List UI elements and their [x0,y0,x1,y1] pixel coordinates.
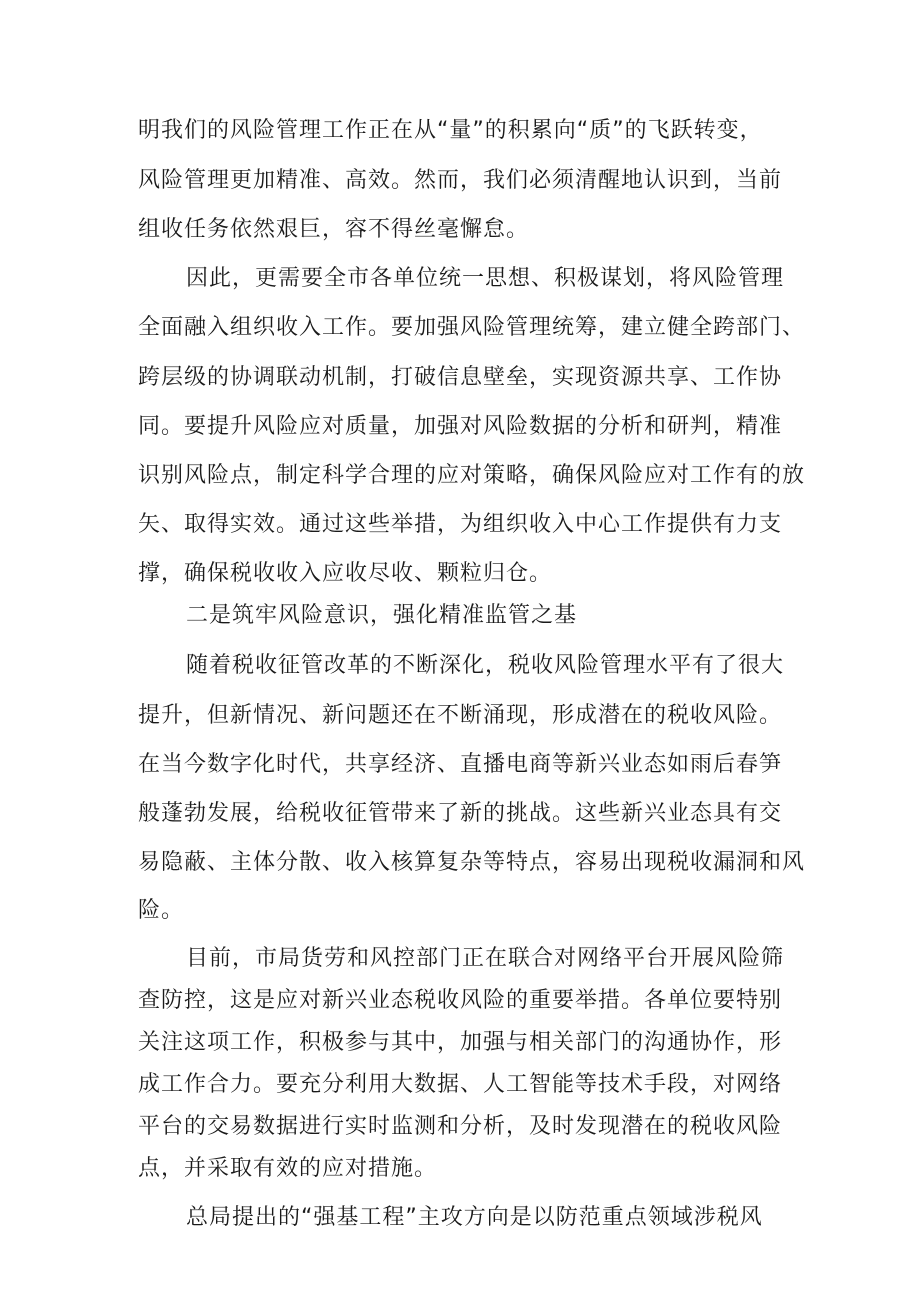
text-line: 风险管理更加精准、高效。然而，我们必须清醒地认识到，当前 [138,168,783,193]
text-line: 矢、取得实效。通过这些举措，为组织收入中心工作提供有力支 [138,512,783,537]
text-line: 组收任务依然艰巨，容不得丝毫懈怠。 [138,217,530,242]
text-line: 点，并采取有效的应对措施。 [138,1156,438,1181]
text-line: 全面融入组织收入工作。要加强风险管理统筹，建立健全跨部门、 [138,315,806,340]
text-line: 提升，但新情况、新问题还在不断涌现，形成潜在的税收风险。 [138,703,783,728]
text-line: 成工作合力。要充分利用大数据、人工智能等技术手段，对网络 [138,1072,783,1097]
text-line: 识别风险点，制定科学合理的应对策略，确保风险应对工作有的放 [138,463,806,488]
text-line: 查防控，这是应对新兴业态税收风险的重要举措。各单位要特别 [138,988,783,1013]
text-line: 同。要提升风险应对质量，加强对风险数据的分析和研判，精准 [138,414,783,439]
text-line: 般蓬勃发展，给税收征管带来了新的挑战。这些新兴业态具有交 [138,801,783,826]
text-line: 险。 [138,898,185,923]
paragraph-start-line: 随着税收征管改革的不断深化，税收风险管理水平有了很大 [186,653,785,678]
paragraph-start-line: 因此，更需要全市各单位统一思想、积极谋划，将风险管理 [186,266,785,291]
section-heading: 二是筑牢风险意识，强化精准监管之基 [186,603,578,628]
text-line: 关注这项工作，积极参与其中，加强与相关部门的沟通协作，形 [138,1030,783,1055]
paragraph-start-line: 目前，市局货劳和风控部门正在联合对网络平台开展风险筛 [186,946,785,971]
text-line: 易隐蔽、主体分散、收入核算复杂等特点，容易出现税收漏洞和风 [138,850,806,875]
text-line: 跨层级的协调联动机制，打破信息壁垒，实现资源共享、工作协 [138,365,783,390]
text-line: 在当今数字化时代，共享经济、直播电商等新兴业态如雨后春笋 [138,752,783,777]
paragraph-start-line: 总局提出的“强基工程”主攻方向是以防范重点领域涉税风 [186,1205,763,1230]
text-line: 平台的交易数据进行实时监测和分析，及时发现潜在的税收风险 [138,1114,783,1139]
text-line: 撑，确保税收收入应收尽收、颗粒归仓。 [138,561,553,586]
text-line: 明我们的风险管理工作正在从“量”的积累向“质”的飞跃转变， [138,118,763,143]
